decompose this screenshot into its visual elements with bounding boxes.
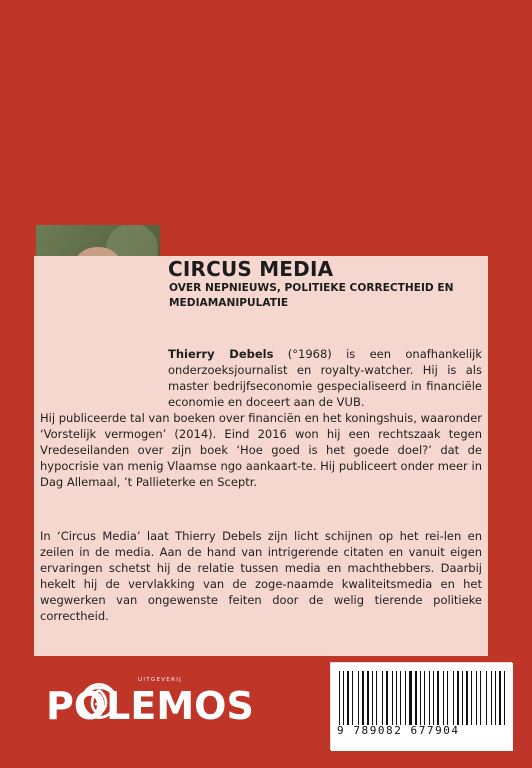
author-bio: Hij publiceerde tal van boeken over financiën en het koningshuis, waaronder ‘Vorstelijk vermogen’ (2014). Eind 2016 won hij een rechtszaak tegen Vredeseilanden over zijn boek ‘Hoe goed is het goede doel?’ dat de hypocrisie van menig Vlaamse ngo aankaart-te. Hij publiceert onder meer in Dag Allemaal, ’t Pallieterke en Sceptr. <box>40 411 482 489</box>
barcode-bar <box>382 671 383 725</box>
book-description: In ‘Circus Media’ laat Thierry Debels zijn licht schijnen op het rei-len en zeilen in de media. Aan de hand van intrigerende citaten en vanuit eigen ervaringen schetst hij de relatie tussen media en machthebbers. Daarbij hekelt hij de vervlakking van de zoge-naamde kwaliteitsmedia en het wegwerken van ongewenste feiten door de welig tierende politieke correctheid. <box>40 529 482 623</box>
author-name: Thierry Debels <box>168 347 274 361</box>
barcode-bar <box>362 671 364 725</box>
barcode-bar <box>367 671 369 725</box>
barcode-bar <box>372 671 373 725</box>
barcode-bar <box>352 671 353 725</box>
barcode-bar <box>462 671 463 725</box>
barcode-bar <box>471 671 472 725</box>
barcode-bar <box>424 671 425 725</box>
barcode-bar <box>453 671 454 725</box>
barcode-bar <box>476 671 477 725</box>
barcode-bar <box>495 671 496 725</box>
barcode-bar <box>499 671 501 725</box>
barcode-bar <box>415 671 417 725</box>
barcode-bar <box>420 671 421 725</box>
barcode-bar <box>392 671 393 725</box>
barcode-bar <box>396 671 397 725</box>
barcode-bar <box>504 671 505 725</box>
barcode-bar <box>491 671 492 725</box>
barcode-bar <box>347 671 349 725</box>
barcode-bar <box>457 671 459 725</box>
barcode-bar <box>343 671 344 725</box>
publisher-label: UITGEVERIJ <box>138 677 183 683</box>
publisher-name: POLEMOS <box>46 684 254 728</box>
barcode-bar <box>437 671 439 725</box>
barcode-bar <box>466 671 468 725</box>
book-subtitle: OVER NEPNIEUWS, POLITIEKE CORRECTHEID EN MEDIAMANIPULATIE <box>169 282 454 309</box>
barcode-bar <box>486 671 487 725</box>
barcode-bar <box>358 671 359 725</box>
barcode <box>331 663 513 751</box>
author-intro <box>168 346 482 410</box>
book-title: CIRCUS MEDIA <box>168 257 334 281</box>
barcode-bar <box>376 671 377 725</box>
barcode-bar <box>405 671 406 725</box>
barcode-bar <box>400 671 401 725</box>
author-intro-text: (°1968) is een onafhankelijk onderzoeksjournalist en royalty-watcher. Hij is als master bedrijfseconomie gespecialiseerd in financiële economie en doceert aan de VUB. <box>168 347 482 409</box>
barcode-bar <box>480 671 481 725</box>
isbn-digits: 9 789082 677904 <box>337 724 460 737</box>
barcode-bar <box>433 671 434 725</box>
barcode-bar <box>409 671 412 725</box>
barcode-bar <box>386 671 388 725</box>
barcode-bar <box>429 671 430 725</box>
barcode-bar <box>339 671 340 725</box>
barcode-bar <box>443 671 444 725</box>
barcode-bar <box>447 671 448 725</box>
